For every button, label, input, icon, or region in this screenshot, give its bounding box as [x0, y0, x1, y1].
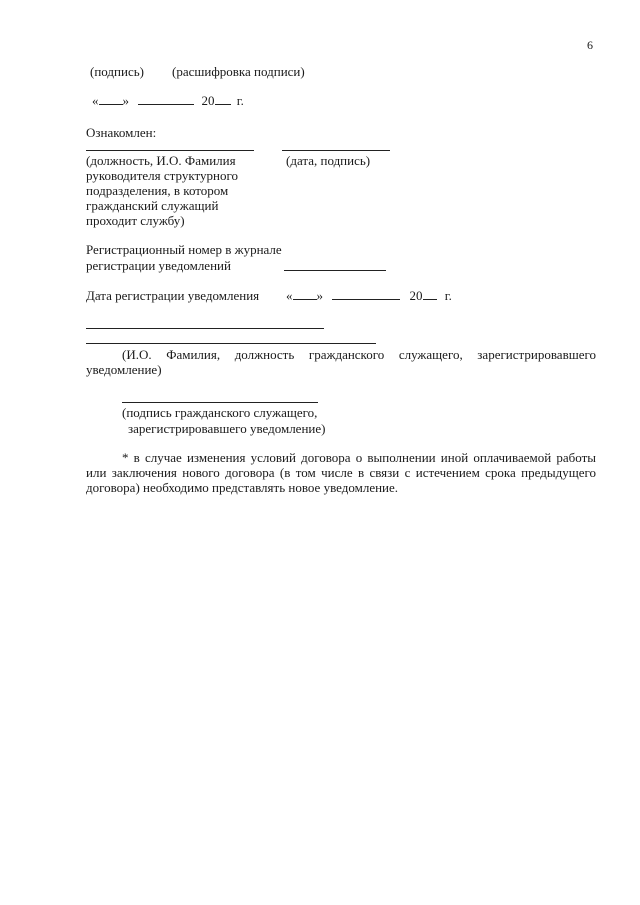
- year-blank: [423, 288, 437, 300]
- year-prefix: 20: [201, 93, 215, 108]
- journal-label-line2: регистрации уведомлений: [86, 258, 231, 273]
- registration-date-line: [286, 288, 452, 303]
- registration-date-label: Дата регистрации уведомления: [86, 288, 260, 303]
- day-blank: [99, 93, 123, 105]
- footnote: * в случае изменения условий договора о выполнении иной оплачиваемой работы или заключения нового договора (в том числе в связи с истечением срока предыдущего договора) необходимо представлять новое уведомление.: [86, 450, 596, 495]
- year-prefix: 20: [409, 288, 423, 303]
- position-caption-line: (должность, И.О. Фамилия: [86, 153, 236, 168]
- registrar-line-2: [86, 343, 376, 344]
- registrar-signature-line: [122, 402, 318, 403]
- date-signature-line: [282, 150, 390, 151]
- date-open-quote: «: [286, 288, 293, 303]
- registrar-signature-caption-line2: зарегистрировавшего уведомление): [128, 421, 326, 436]
- familiarized-label: Ознакомлен:: [86, 125, 157, 140]
- registration-number-line: [284, 270, 386, 271]
- date-close-quote: »: [122, 93, 129, 108]
- date-line-1: [92, 93, 244, 108]
- registrar-signature-caption-line1: (подпись гражданского служащего,: [122, 405, 318, 420]
- registrar-caption: (И.О. Фамилия, должность гражданского служащего, зарегистрировавшего уведомление): [86, 347, 596, 377]
- date-signature-caption: (дата, подпись): [286, 153, 371, 168]
- registrar-line-1: [86, 328, 324, 329]
- day-blank: [293, 288, 317, 300]
- month-blank: [332, 288, 400, 300]
- journal-label-line1: Регистрационный номер в журнале: [86, 242, 282, 257]
- page-number: 6: [587, 38, 593, 52]
- position-caption-line: руководителя структурного: [86, 168, 238, 183]
- signature-decoding-label: (расшифровка подписи): [172, 64, 305, 79]
- year-suffix: г.: [236, 93, 244, 108]
- signature-label: (подпись): [90, 64, 144, 79]
- date-close-quote: »: [316, 288, 323, 303]
- date-open-quote: «: [92, 93, 99, 108]
- position-caption-line: гражданский служащий: [86, 198, 219, 213]
- month-blank: [138, 93, 194, 105]
- position-caption-line: подразделения, в котором: [86, 183, 229, 198]
- position-caption-line: проходит службу): [86, 213, 185, 228]
- position-signature-line: [86, 150, 254, 151]
- year-blank: [215, 93, 231, 105]
- year-suffix: г.: [444, 288, 452, 303]
- position-caption: [86, 153, 238, 228]
